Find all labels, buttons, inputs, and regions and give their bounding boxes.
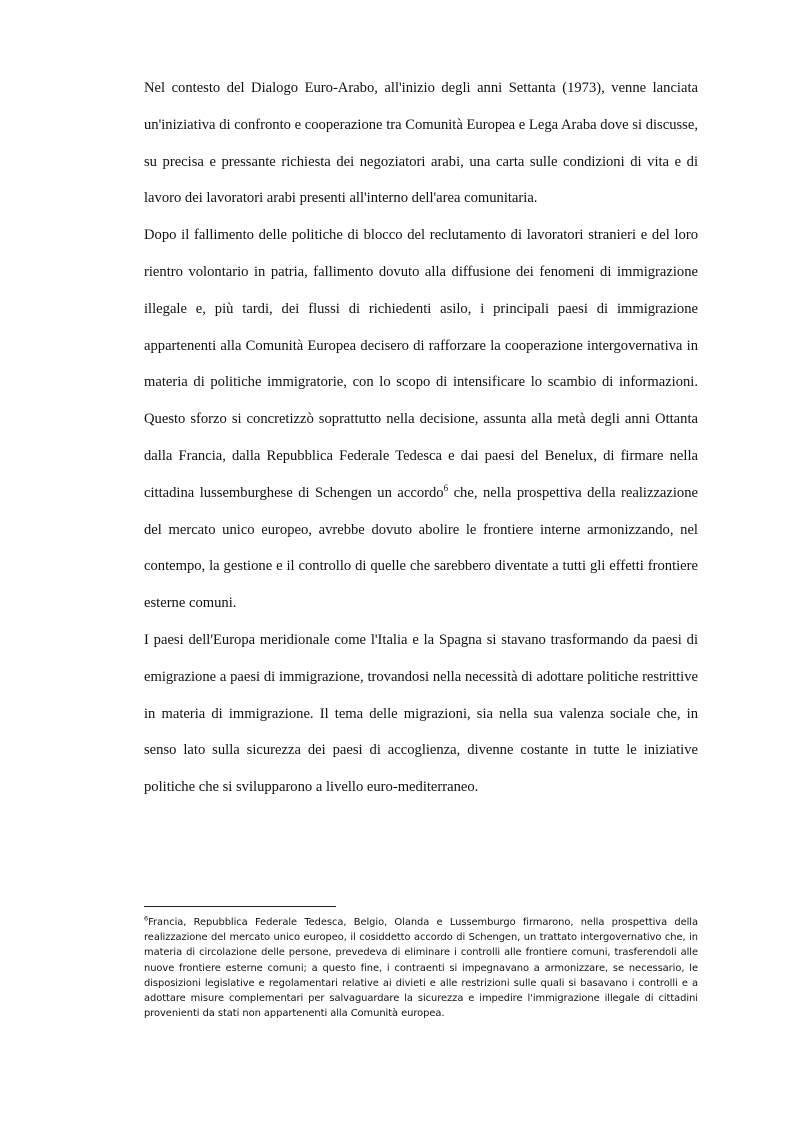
paragraph-2-text-before-note: Dopo il fallimento delle politiche di blocco del reclutamento di lavoratori stranieri e del loro rientro volontario in patria, fallimento dovuto alla diffusione dei fenomeni di immigrazione illegale e, più tardi, dei flussi di richiedenti asilo, i principali paesi di immigrazione appartenenti alla Comunità Europea decisero di rafforzare la cooperazione intergovernativa in materia di politiche immigratorie, con lo scopo di intensificare lo scambio di informazioni. Questo sforzo si concretizzò soprattutto nella decisione, assunta alla metà degli anni Ottanta dalla Francia, dalla Repubblica Federale Tedesca e dai paesi del Benelux, di firmare nella cittadina lussemburghese di Schengen un accordo xyxy=(144,227,698,501)
paragraph-2-text-after-note: che, nella prospettiva della realizzazione del mercato unico europeo, avrebbe dovuto abolire le frontiere interne armonizzando, nel contempo, la gestione e il controllo di quelle che sarebbero diventate a tutti gli effetti frontiere esterne comuni. xyxy=(144,484,699,612)
footnote-reference[interactable]: 6 xyxy=(443,482,449,493)
paragraph-3: I paesi dell'Europa meridionale come l'Italia e la Spagna si stavano trasformando da paesi di emigrazione a paesi di immigrazione, trovandosi nella necessità di adottare politiche restrittive in materia di immigrazione. Il tema delle migrazioni, sia nella sua valenza sociale che, in senso lato sulla sicurezza dei paesi di accoglienza, divenne costante in tutte le iniziative politiche che si svilupparono a livello euro-mediterraneo. xyxy=(144,631,698,796)
footnote-text: Francia, Repubblica Federale Tedesca, Belgio, Olanda e Lussemburgo firmarono, nella prospettiva della realizzazione del mercato unico europeo, il cosiddetto accordo di Schengen, un trattato intergovernativo che, in materia di circolazione delle persone, prevedeva di eliminare i controlli alle frontiere comuni, trasferendoli alle nuove frontiere esterne comuni; a questo fine, i contraenti si impegnavano a armonizzare, se necessario, le disposizioni legislative e regolamentari relative ai divieti e alle restrizioni sulle quali si basavano i controlli e a adottare misure complementari per salvaguardare la sicurezza e impedire l'immigrazione illegale di cittadini provenienti da stati non appartenenti alla Comunità europea. xyxy=(144,917,698,1020)
paragraph-2 xyxy=(144,217,698,622)
paragraph-1: Nel contesto del Dialogo Euro-Arabo, all'inizio degli anni Settanta (1973), venne lanciata un'iniziativa di confronto e cooperazione tra Comunità Europea e Lega Araba dove si discusse, su precisa e pressante richiesta dei negoziatori arabi, una carta sulle condizioni di vita e di lavoro dei lavoratori arabi presenti all'interno dell'area comunitaria. xyxy=(144,80,698,207)
body-text xyxy=(144,70,698,806)
footnote xyxy=(144,915,698,1021)
footnote-mark: 6 xyxy=(144,914,149,923)
footnote-separator xyxy=(144,906,336,907)
